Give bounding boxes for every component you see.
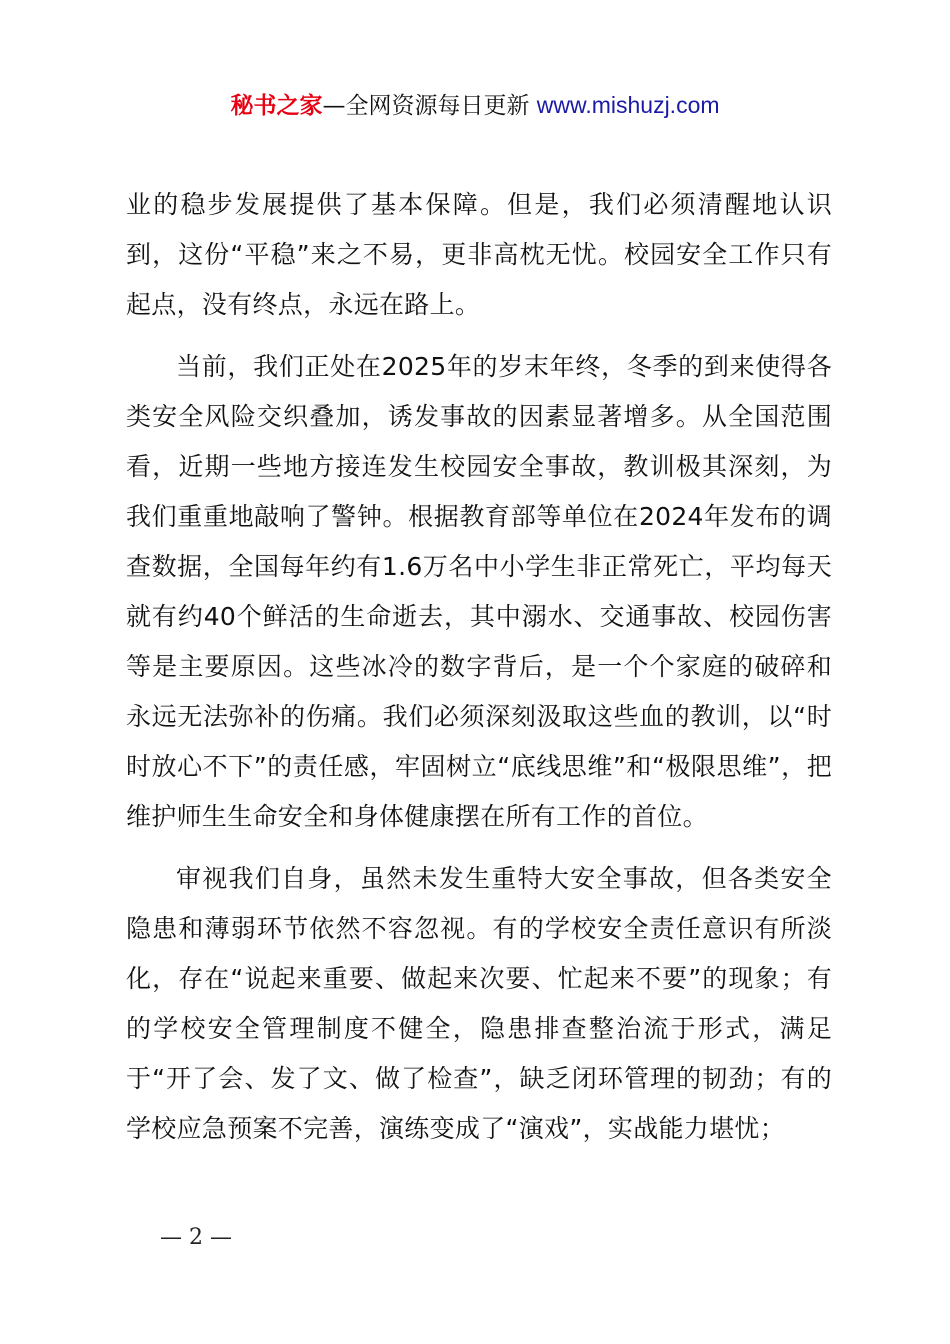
site-header [0, 88, 950, 123]
page-number: — 2 — [160, 1225, 232, 1250]
document-body [126, 180, 832, 1166]
paragraph-continued: 业的稳步发展提供了基本保障。但是，我们必须清醒地认识到，这份“平稳”来之不易，更非高枕无忧。校园安全工作只有起点，没有终点，永远在路上。 [126, 190, 832, 319]
paragraph-self-review: 审视我们自身，虽然未发生重特大安全事故，但各类安全隐患和薄弱环节依然不容忽视。有的学校安全责任意识有所淡化，存在“说起来重要、做起来次要、忙起来不要”的现象；有的学校安全管理制度不健全，隐患排查整治流于形式，满足于“开了会、发了文、做了检查”，缺乏闭环管理的韧劲；有的学校应急预案不完善，演练变成了“演戏”，实战能力堪忧； [126, 864, 832, 1143]
site-url-link[interactable]: www.mishuzj.com [536, 92, 720, 118]
site-tagline: —全网资源每日更新 [322, 93, 530, 119]
site-brand: 秘书之家 [230, 93, 323, 119]
paragraph-current-situation: 当前，我们正处在2025年的岁末年终，冬季的到来使得各类安全风险交织叠加，诱发事故的因素显著增多。从全国范围看，近期一些地方接连发生校园安全事故，教训极其深刻，为我们重重地敲响了警钟。根据教育部等单位在2024年发布的调查数据，全国每年约有1.6万名中小学生非正常死亡，平均每天就有约40个鲜活的生命逝去，其中溺水、交通事故、校园伤害等是主要原因。这些冰冷的数字背后，是一个个家庭的破碎和永远无法弥补的伤痛。我们必须深刻汲取这些血的教训，以“时时放心不下”的责任感，牢固树立“底线思维”和“极限思维”，把维护师生生命安全和身体健康摆在所有工作的首位。 [126, 352, 832, 831]
